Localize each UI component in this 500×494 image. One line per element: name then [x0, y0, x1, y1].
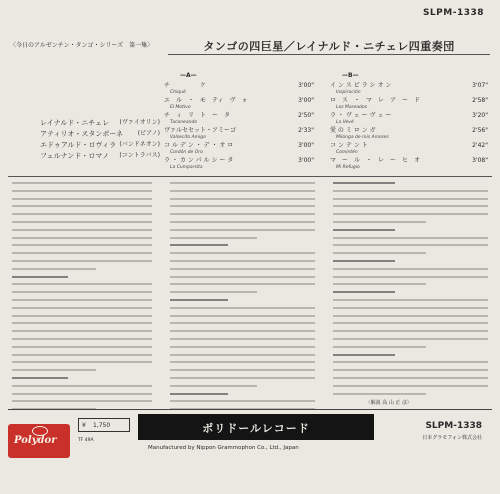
track-item: ラ ・ ヴ ェ ー ヴ ェ ー La Vevé 3'20": [330, 112, 488, 125]
catalog-number: SLPM-1338: [422, 8, 484, 18]
track-item: チ ィ リ ト ー タ Taconeando 2'50": [164, 112, 314, 125]
manufacturer-line: Manufactured by Nippon Grammophon Co., Ltd., Japan: [148, 445, 299, 451]
liner-notes-column-1: [12, 182, 152, 394]
track-item: チ ケ Chiqué 3'00": [164, 82, 314, 95]
side-b-label: —B—: [342, 72, 359, 79]
footer: [8, 409, 492, 474]
company-name: 日本グラモフォン株式会社: [422, 435, 482, 441]
notes-credit: 〈解説 高 山 正 彦〉: [365, 400, 412, 406]
track-item: 愛 の ミ ロ ン ガ Milonga de mis Amores 2'56": [330, 127, 488, 140]
track-item: コ ン テ ン ト Comintén 2'42": [330, 142, 488, 155]
title-rule: [168, 54, 490, 55]
track-item: マ ー ル ・ レ ー ヒ オ Mi Refugio 3'08": [330, 157, 488, 170]
track-item: ラ ・ カ ン パ ル シ ー タ La Cumparsita 3'00": [164, 157, 314, 170]
notes-rule: [8, 176, 492, 177]
track-item: ヴァルセセット・アミーゴ Valsecito Amigo 2'33": [164, 127, 314, 140]
price-box: ¥ 1,750: [78, 418, 130, 432]
member-list: [40, 118, 160, 162]
track-item: エ ル ・ モ ティ ヴ ォ El Motivo 3'00": [164, 97, 314, 110]
side-b-tracklist: [330, 82, 488, 172]
liner-notes-column-2: [170, 182, 315, 394]
member-item: アティリオ・スタンポーネ (ピアノ): [40, 130, 160, 138]
polydor-logo: Polydor: [8, 424, 70, 458]
album-title: タンゴの四巨星／レイナルド・ニチェレ四重奏団: [203, 40, 455, 53]
track-item: イ ン ス ピ ラ シ オ ン Inspiración 3'07": [330, 82, 488, 95]
member-item: エドゥアルド・ロヴィラ (バンドネオン): [40, 141, 160, 149]
series-title: 〈今日のアルゼンチン・タンゴ・シリーズ 第一集〉: [10, 42, 154, 49]
member-item: フェルナンド・ロマノ (コントラバス): [40, 152, 160, 160]
side-a-tracklist: [164, 82, 314, 172]
track-item: コ ル デ ン ・ デ ・ オ ロ Cordón de Oro 3'00": [164, 142, 314, 155]
label-name: ポリドールレコード: [202, 422, 310, 435]
member-item: レイナルド・ニチェレ (ヴァイオリン): [40, 119, 160, 127]
side-a-label: —A—: [180, 72, 197, 79]
pressing-code: TF 49A: [78, 438, 94, 443]
label-band: [138, 414, 374, 440]
track-item: ロ ス ・ マ レ ア ー ド Los Mareados 2'58": [330, 97, 488, 110]
liner-notes-column-3: [333, 182, 488, 394]
footer-catalog-number: SLPM-1338: [425, 421, 482, 431]
